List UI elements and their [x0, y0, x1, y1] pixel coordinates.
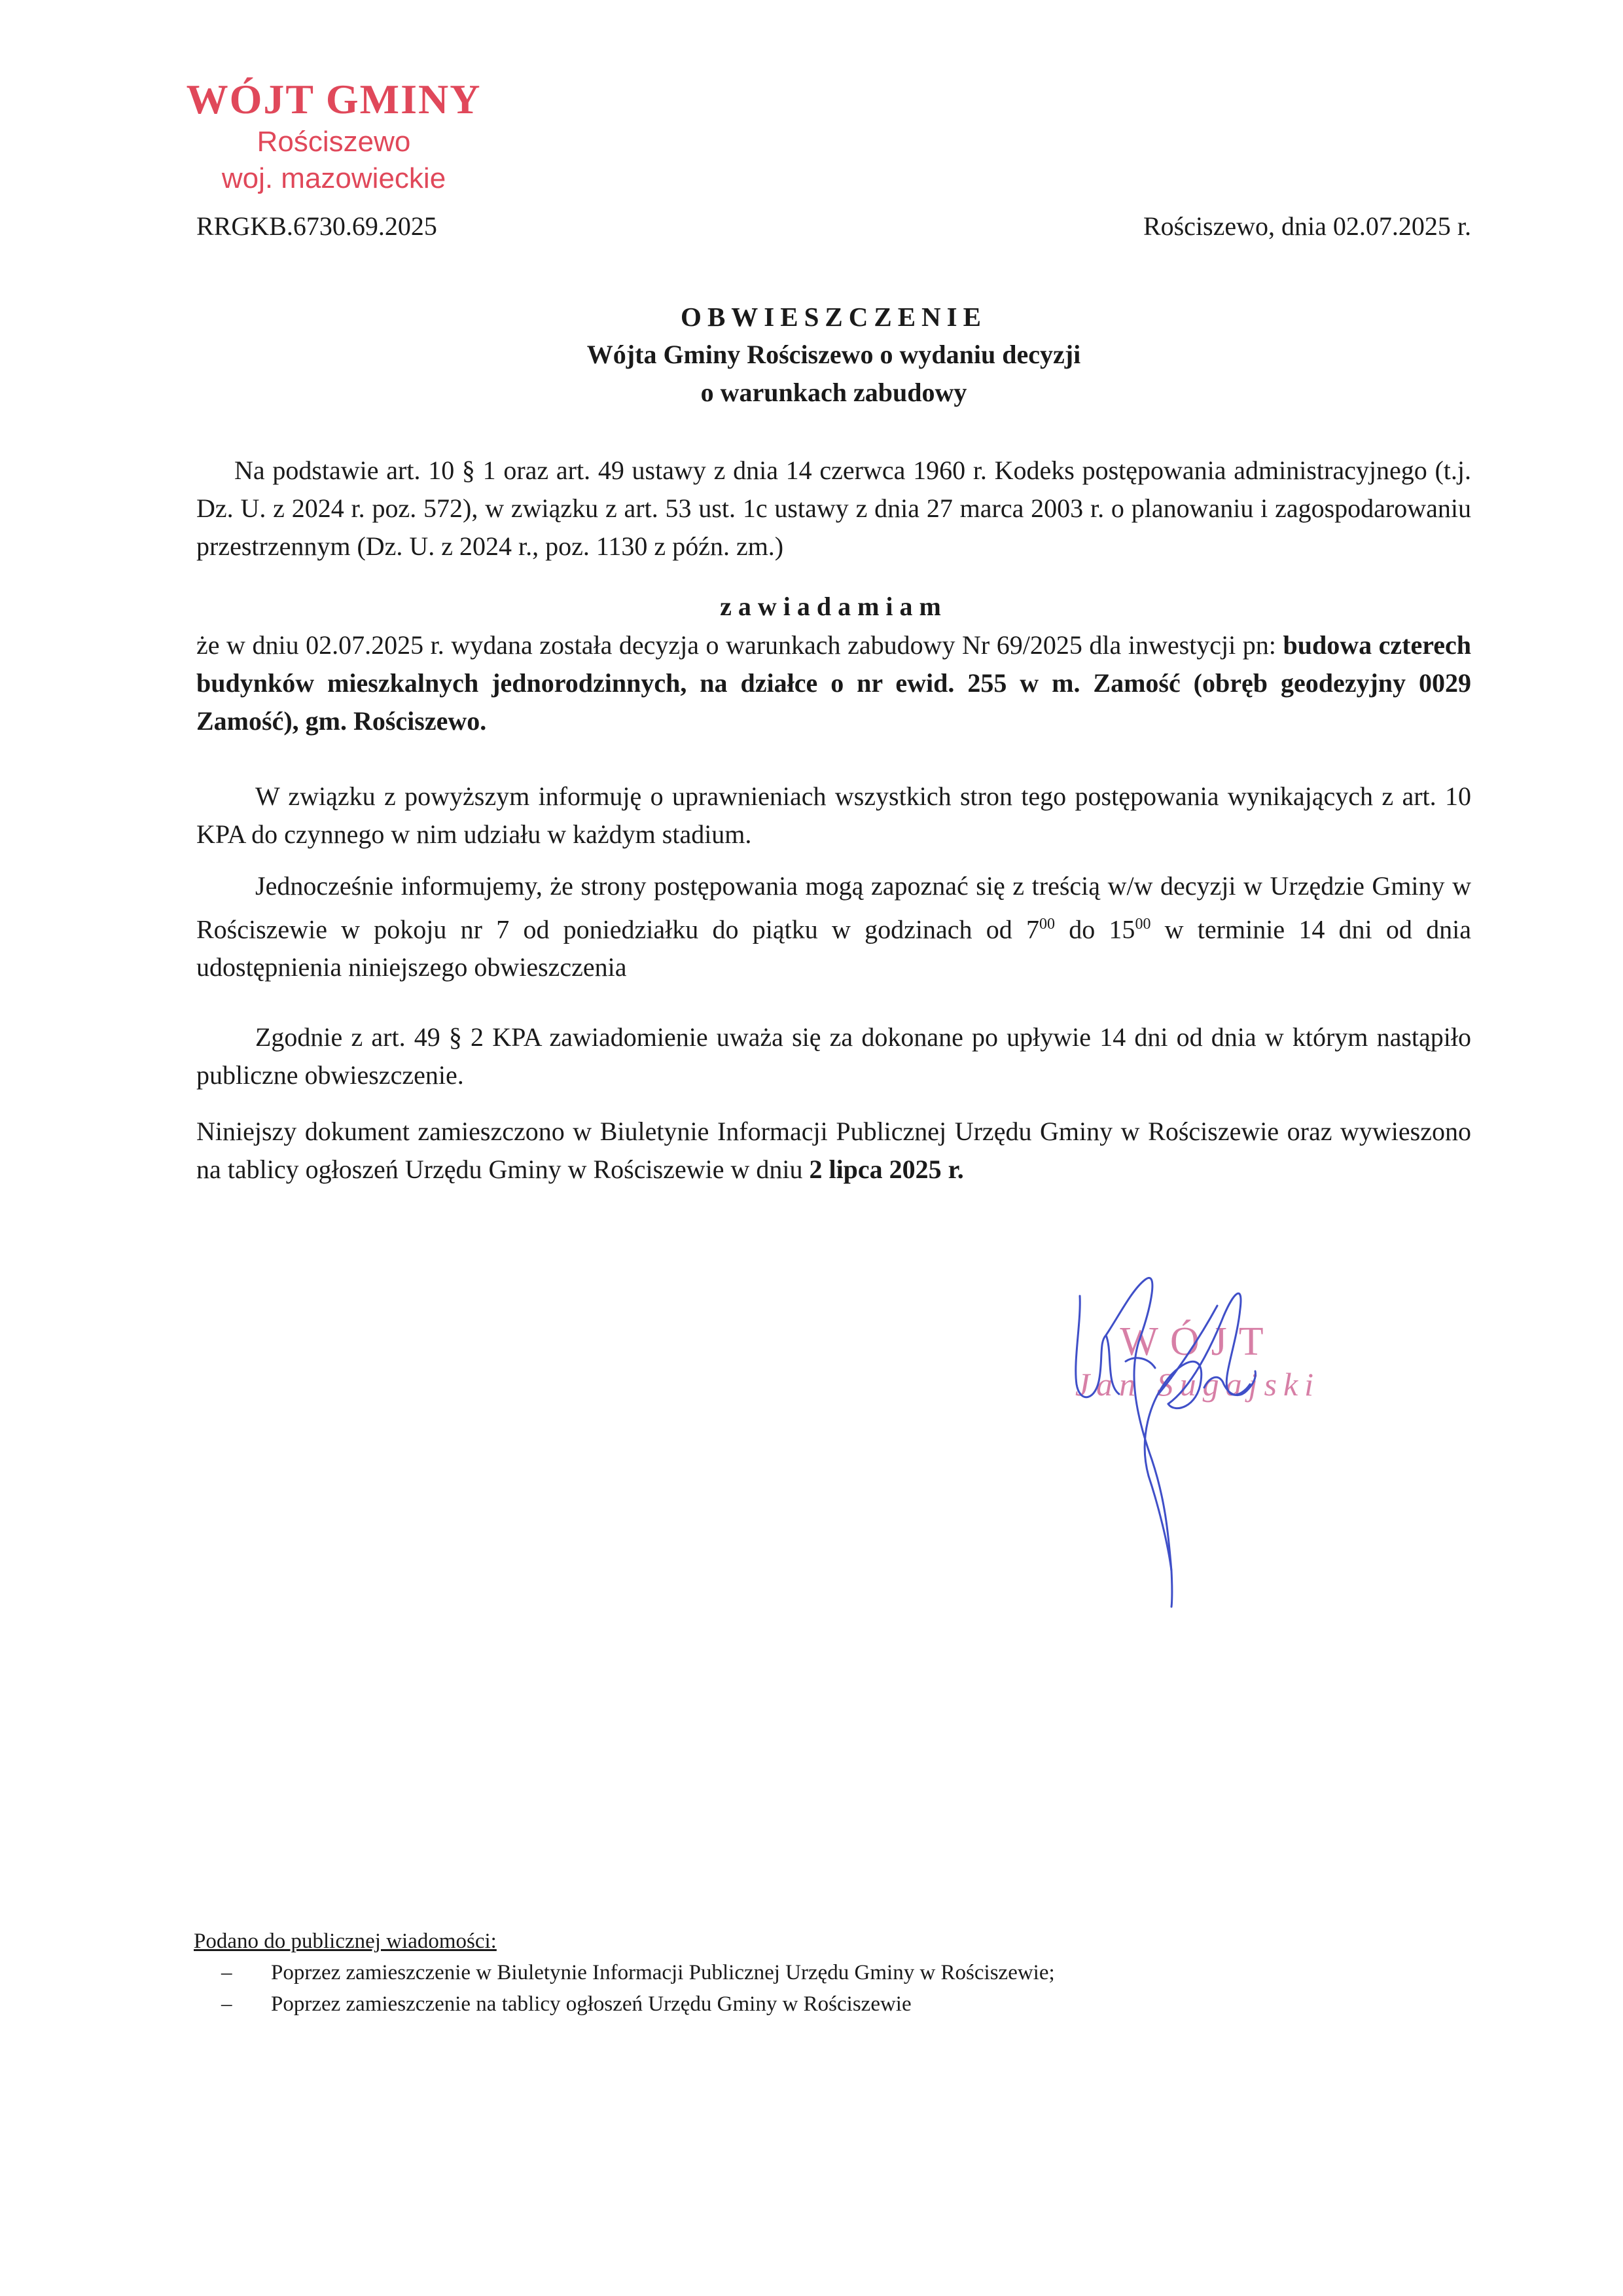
access-text-2: do 15 [1054, 914, 1135, 944]
decision-subject: budowa czterech budynków mieszkalnych jednorodzinnych, na działce o nr ewid. 255 w m. Zamość (obręb geodezyjny 0029 Zamość), gm. Rościszewo. [196, 630, 1472, 736]
signature-stamp-name: Jan Sugajski [1075, 1366, 1321, 1403]
paragraph-effective: Zgodnie z art. 49 § 2 KPA zawiadomienie uważa się za dokonane po upływie 14 dni od dnia w którym nastąpiło publiczne obwieszczenie. [196, 1022, 1471, 1090]
footer-title: Podano do publicznej wiadomości: [194, 1929, 497, 1953]
signature-stamp-title: WÓJT [1120, 1319, 1275, 1364]
list-dash: – [221, 1992, 232, 2016]
distribution-list [194, 1957, 1306, 2020]
stamp-title: WÓJT GMINY [186, 76, 482, 122]
publication-date: 2 lipca 2025 r. [809, 1155, 964, 1184]
office-stamp [177, 75, 491, 197]
title-line-3: o warunkach zabudowy [700, 378, 967, 407]
distribution-footer [194, 1926, 1306, 2020]
list-dash: – [221, 1961, 232, 1984]
notice-title [196, 298, 1471, 412]
access-text-3: w terminie 14 dni od dnia udostępnienia niniejszego obwieszczenia [196, 914, 1472, 982]
list-item [194, 1988, 1306, 2020]
stamp-voivodeship: woj. mazowieckie [221, 162, 446, 194]
paragraph-rights: W związku z powyższym informuję o uprawnieniach wszystkich stron tego postępowania wynikających z art. 10 KPA do czynnego w nim udziału w każdym stadium. [196, 781, 1471, 849]
list-item-text: Poprzez zamieszczenie w Biuletynie Informacji Publicznej Urzędu Gminy w Rościszewie; [271, 1961, 1055, 1984]
list-item [194, 1957, 1306, 1988]
decision-intro: że w dniu 02.07.2025 r. wydana została decyzja o warunkach zabudowy Nr 69/2025 dla inwestycji pn: [196, 630, 1276, 660]
stamp-municipality: Rościszewo [257, 126, 411, 158]
publication-text: Niniejszy dokument zamieszczono w Biuletynie Informacji Publicznej Urzędu Gminy w Rościszewie oraz wywieszono na tablicy ogłoszeń Urzędu Gminy w Rościszewie w dniu [196, 1117, 1471, 1184]
title-main: OBWIESZCZENIE [681, 302, 987, 332]
access-text-1: Jednocześnie informujemy, że strony postępowania mogą zapoznać się z treścią w/w decyzji w Urzędzie Gminy w Rościszewie w pokoju nr 7 od poniedziałku do piątku w godzinach od 7 [196, 871, 1471, 944]
signature-block [1008, 1244, 1374, 1610]
place-date: Rościszewo, dnia 02.07.2025 r. [1143, 211, 1471, 241]
paragraph-decision [196, 626, 1471, 740]
access-hour-from-minutes: 00 [1039, 916, 1055, 933]
case-number: RRGKB.6730.69.2025 [196, 211, 437, 241]
handwritten-signature [1008, 1244, 1374, 1610]
list-item-text: Poprzez zamieszczenie na tablicy ogłoszeń Urzędu Gminy w Rościszewie [271, 1992, 912, 2016]
notify-heading: zawiadamiam [720, 592, 948, 621]
paragraph-legal-basis: Na podstawie art. 10 § 1 oraz art. 49 ustawy z dnia 14 czerwca 1960 r. Kodeks postępowania administracyjnego (t.j. Dz. U. z 2024 r. poz. 572), w związku z art. 53 ust. 1c ustawy z dnia 27 marca 2003 r. o planowaniu i zagospodarowaniu przestrzennym (Dz. U. z 2024 r., poz. 1130 z późn. zm.) [196, 456, 1471, 561]
paragraph-access [196, 867, 1471, 986]
title-line-2: Wójta Gminy Rościszewo o wydaniu decyzji [586, 340, 1081, 369]
paragraph-publication [196, 1113, 1471, 1189]
access-hour-to-minutes: 00 [1135, 916, 1151, 933]
